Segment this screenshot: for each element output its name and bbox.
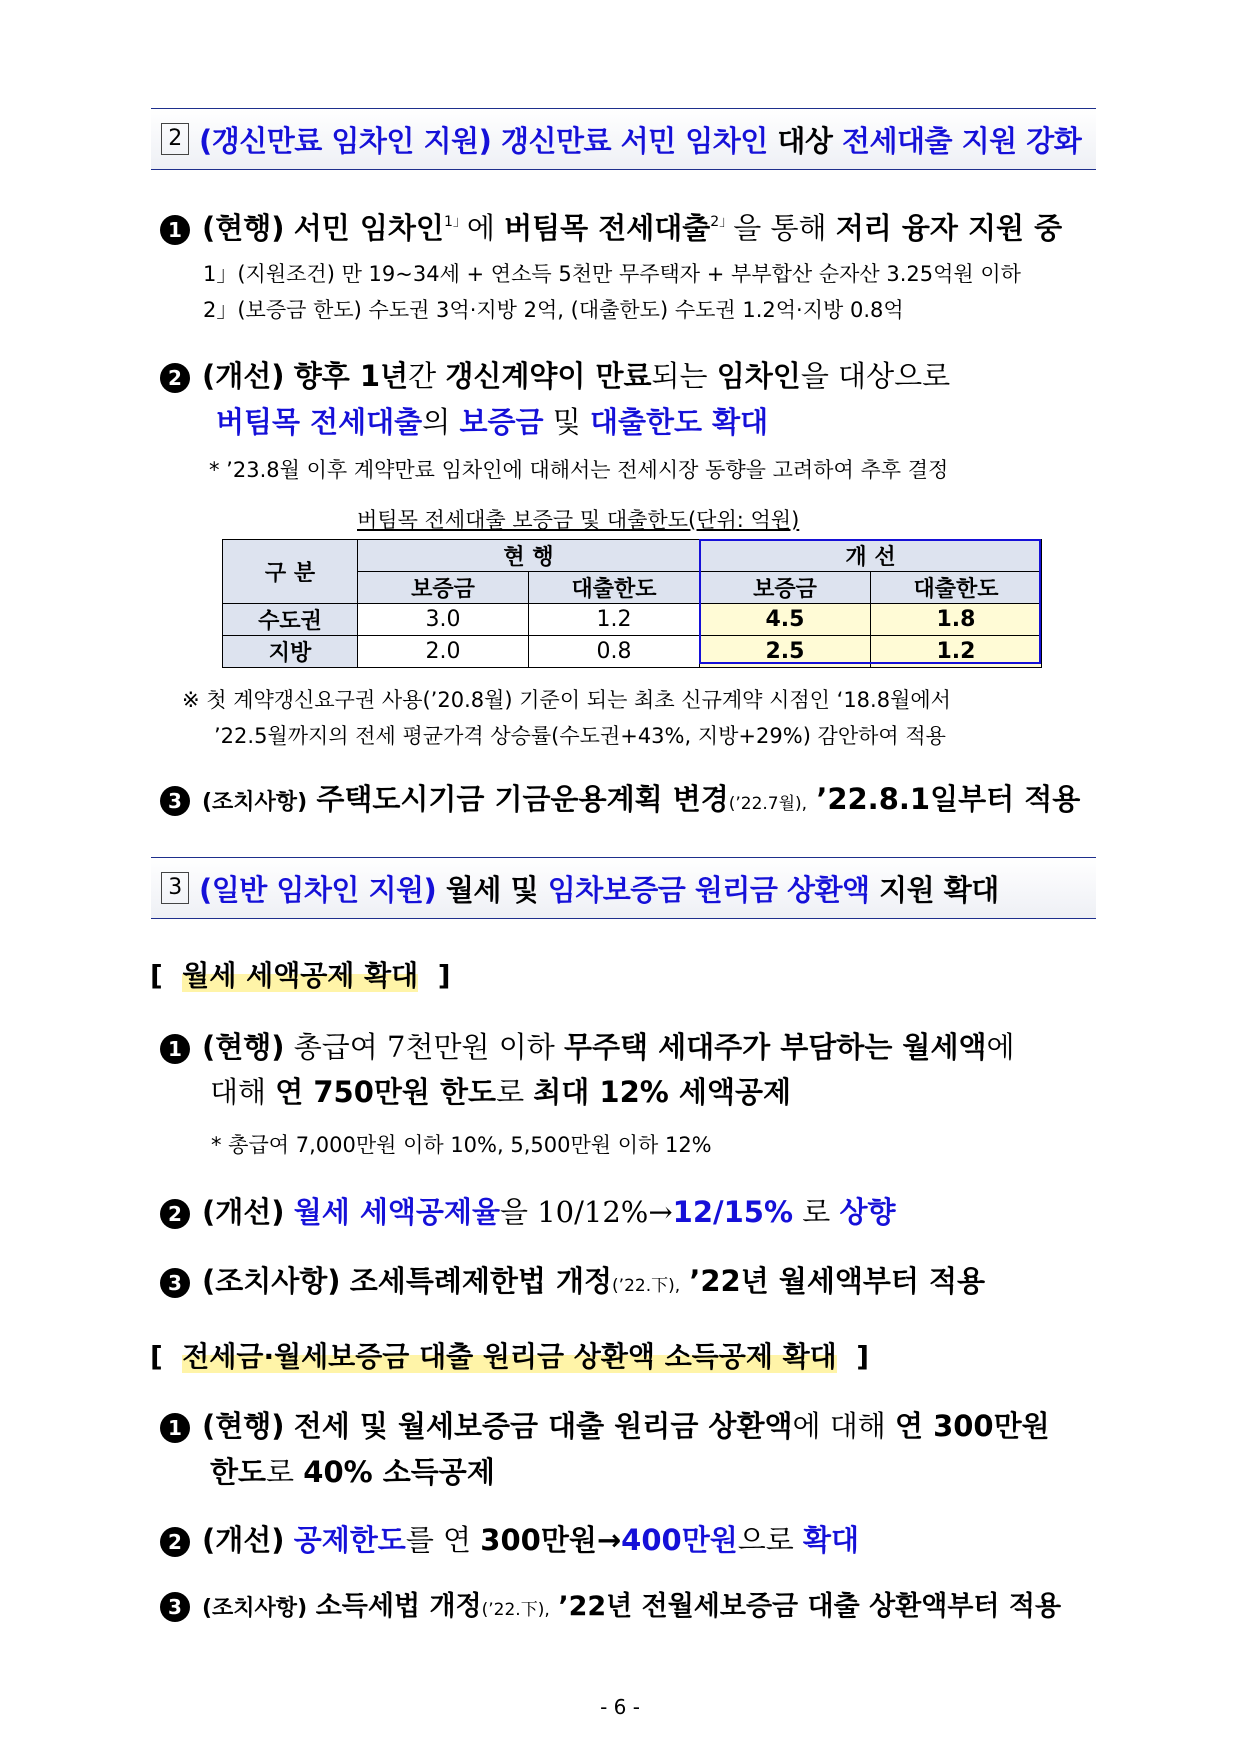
item-label: (개선) [202, 1195, 285, 1229]
remark: ’22.5월까지의 전세 평균가격 상승률(수도권+43%, 지방+29%) 감안하여 적용 [214, 724, 946, 748]
text: 를 연 [405, 1523, 472, 1557]
s3a-item-action [160, 1259, 985, 1300]
text: 대해 [210, 1075, 267, 1109]
text: ’22년 전월세보증금 대출 상환액부터 적용 [558, 1591, 1062, 1622]
bullet-number: 2 [160, 1527, 190, 1557]
text: 간 [408, 359, 437, 393]
footnote-mark: 1」 [443, 214, 467, 230]
item-label: (현행) [202, 211, 285, 245]
section-title-part: 및 [510, 872, 539, 907]
text: 로 [496, 1075, 525, 1109]
table-row [223, 636, 1042, 668]
subsection-title-text: 전세금·월세보증금 대출 원리금 상환액 소득공제 확대 [182, 1340, 837, 1373]
text: (’22.下), [612, 1276, 681, 1296]
section-2-header [151, 108, 1096, 170]
section-title-part: 임차보증금 원리금 상환액 [547, 872, 870, 907]
text: ’22년 월세액부터 적용 [689, 1264, 986, 1298]
bullet-number: 3 [160, 786, 190, 816]
text: (’22.下), [481, 1600, 550, 1620]
text: 조세특례제한법 개정 [349, 1264, 613, 1298]
bracket-close: ] [437, 959, 451, 992]
table-caption: 버팀목 전세대출 보증금 및 대출한도(단위: 억원) [357, 508, 800, 532]
footnote: 1」(지원조건) 만 19~34세 + 연소득 5천만 무주택자 + 부부합산 순자산 3.25억원 이하 [203, 262, 1021, 286]
bullet-number: 1 [160, 1413, 190, 1443]
bullet-number: 3 [160, 1268, 190, 1298]
text: 한도 [210, 1455, 267, 1489]
bracket-close: ] [856, 1340, 870, 1373]
subsection-title-text: 월세 세액공제 확대 [182, 959, 419, 992]
text: 에 대해 [792, 1409, 886, 1443]
cell: 0.8 [529, 636, 700, 668]
text: 상향 [839, 1195, 896, 1229]
bullet-number: 3 [160, 1592, 190, 1622]
page-number: - 6 - [600, 1695, 640, 1719]
text: 되는 [651, 359, 708, 393]
section-title-part: 대상 [777, 123, 833, 158]
text: 저리 융자 지원 중 [835, 211, 1063, 245]
text: 에 [466, 211, 495, 245]
section-3-header [151, 857, 1096, 919]
cell: 4.5 [700, 604, 871, 636]
text: 에 [986, 1030, 1015, 1064]
subsection-title [150, 954, 450, 994]
text: 으로 [737, 1523, 794, 1557]
cell: 1.8 [871, 604, 1042, 636]
row-label: 수도권 [223, 604, 358, 636]
text: 을 대상으로 [800, 359, 951, 393]
header-improved: 개 선 [700, 540, 1042, 572]
s3a-item-current [160, 1025, 1015, 1066]
item-label: (현행) [202, 1409, 285, 1443]
text: 및 [552, 405, 581, 439]
section-title-part: 월세 [445, 872, 501, 907]
text: 연 300만원 [894, 1409, 1050, 1443]
s2-item-improve-cont [216, 400, 768, 441]
text: 400만원 [621, 1523, 738, 1557]
text: ’22.8.1일부터 적용 [816, 782, 1081, 816]
text: 보증금 [459, 405, 544, 439]
bullet-number: 2 [160, 1199, 190, 1229]
footnote-mark: 2」 [710, 214, 734, 230]
subsection-title [150, 1335, 869, 1375]
text: 로 [266, 1455, 295, 1489]
text: 확대 [803, 1523, 860, 1557]
subheader: 보증금 [700, 572, 871, 604]
text: 을 통해 [733, 211, 827, 245]
item-label: (현행) [202, 1030, 285, 1064]
text: 총급여 7천만원 이하 [293, 1030, 555, 1064]
text: (’22.7월), [728, 794, 808, 814]
text: 의 [422, 405, 451, 439]
item-label: (조치사항) [202, 1596, 308, 1621]
cell: 1.2 [871, 636, 1042, 668]
row-label: 지방 [223, 636, 358, 668]
item-label: (개선) [202, 1523, 285, 1557]
text: 12/15% [672, 1195, 794, 1229]
text: 을 10/12%→ [499, 1195, 673, 1229]
text: 300만원→ [480, 1523, 622, 1557]
text: 공제한도 [293, 1523, 406, 1557]
cell: 3.0 [358, 604, 529, 636]
note: * 총급여 7,000만원 이하 10%, 5,500만원 이하 12% [211, 1133, 712, 1157]
cell: 1.2 [529, 604, 700, 636]
text: 연 750만원 한도 [275, 1075, 497, 1109]
subheader: 대출한도 [529, 572, 700, 604]
text: 소득세법 개정 [315, 1591, 482, 1622]
section-tag: (일반 임차인 지원) [199, 872, 437, 907]
text: 주택도시기금 기금운용계획 변경 [316, 782, 729, 816]
section-title-part: 전세대출 지원 강화 [842, 123, 1082, 158]
subheader: 보증금 [358, 572, 529, 604]
item-label: (조치사항) [202, 1264, 341, 1298]
s3b-item-action [160, 1584, 1061, 1623]
text: 갱신계약이 만료 [445, 359, 652, 393]
text: 임차인 [716, 359, 801, 393]
item-label: (개선) [202, 359, 285, 393]
bullet-number: 1 [160, 1034, 190, 1064]
item-label: (조치사항) [202, 790, 308, 815]
remark: ※ 첫 계약갱신요구권 사용(’20.8월) 기준이 되는 최초 신규계약 시점인 ‘18.8월에서 [182, 688, 951, 712]
text: 대출한도 확대 [589, 405, 769, 439]
section-number: 2 [161, 123, 189, 155]
loan-limit-table [222, 539, 1042, 668]
bracket-open: [ [150, 959, 163, 992]
table-row [223, 604, 1042, 636]
s3b-item-current [160, 1404, 1050, 1445]
s2-item-action [160, 777, 1080, 818]
s3b-item-improve [160, 1518, 859, 1559]
s2-item-improve [160, 354, 950, 395]
text: 향후 1년 [293, 359, 409, 393]
section-title-part: 지원 확대 [879, 872, 999, 907]
text: 최대 12% 세액공제 [533, 1075, 791, 1109]
s3a-item-improve [160, 1190, 896, 1231]
section-number: 3 [161, 872, 189, 904]
bullet-number: 2 [160, 363, 190, 393]
text: 버팀목 전세대출 [504, 211, 711, 245]
text: 버팀목 전세대출 [216, 405, 423, 439]
section-tag: (갱신만료 임차인 지원) [199, 123, 492, 158]
text: 로 [802, 1195, 831, 1229]
s2-item-current [160, 206, 1062, 247]
note: * ’23.8월 이후 계약만료 임차인에 대해서는 전세시장 동향을 고려하여 추후 결정 [209, 458, 949, 482]
text: 전세 및 월세보증금 대출 원리금 상환액 [293, 1409, 793, 1443]
section-title-part: 갱신만료 서민 임차인 [500, 123, 768, 158]
bullet-number: 1 [160, 215, 190, 245]
cell: 2.5 [700, 636, 871, 668]
footnote: 2」(보증금 한도) 수도권 3억·지방 2억, (대출한도) 수도권 1.2억·지방 0.8억 [203, 298, 904, 322]
subheader: 대출한도 [871, 572, 1042, 604]
s3b-item-current-cont [210, 1450, 495, 1491]
header-current: 현 행 [358, 540, 700, 572]
text: 40% 소득공제 [303, 1455, 495, 1489]
text: 서민 임차인 [293, 211, 444, 245]
text: 무주택 세대주가 부담하는 월세액 [563, 1030, 987, 1064]
text: 월세 세액공제율 [293, 1195, 500, 1229]
header-division: 구 분 [223, 540, 358, 604]
cell: 2.0 [358, 636, 529, 668]
bracket-open: [ [150, 1340, 163, 1373]
s3a-item-current-cont [210, 1070, 791, 1111]
